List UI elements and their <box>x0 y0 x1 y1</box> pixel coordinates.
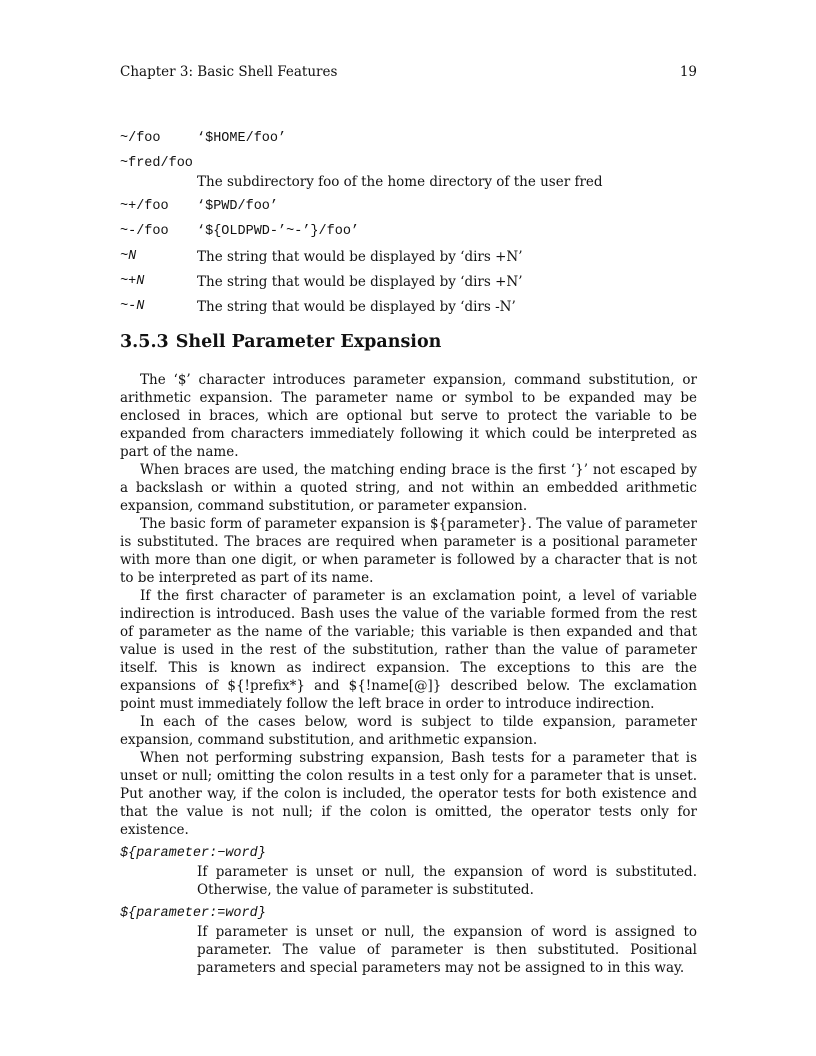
expansion-definitions <box>120 845 697 977</box>
chapter-title: Chapter 3: Basic Shell Features <box>120 64 338 80</box>
tilde-term: ~+/foo <box>120 199 169 214</box>
expansion-term: ${parameter:−word} <box>120 846 266 861</box>
paragraph: When braces are used, the matching ending brace is the first ‘}’ not escaped by a backslash or within a quoted string, and not within an embedded arithmetic expansion, command substitution, or parameter expansion. <box>120 462 697 514</box>
paragraph: If the first character of parameter is an exclamation point, a level of variable indirection is introduced. Bash uses the value of the variable formed from the rest of parameter as the name of the variable; this variable is then expanded and that value is used in the rest of the substitution, rather than the value of parameter itself. This is known as indirect expansion. The exceptions to this are the expansions of ${!prefix*} and ${!name[@]} described below. The exclamation point must immediately follow the left brace in order to introduce indirection. <box>120 588 697 712</box>
section-number: 3.5.3 <box>120 332 169 352</box>
expansion-term: ${parameter:=word} <box>120 906 266 921</box>
tilde-term: ~fred/foo <box>120 156 193 171</box>
tilde-example-row <box>120 198 697 216</box>
paragraph: In each of the cases below, word is subject to tilde expansion, parameter expansion, command substitution, and arithmetic expansion. <box>120 714 697 748</box>
section-body <box>120 371 697 839</box>
running-header <box>120 64 697 80</box>
tilde-desc: The string that would be displayed by ‘dirs +N’ <box>197 274 523 290</box>
tilde-example-row <box>120 223 697 241</box>
tilde-example-row <box>120 298 697 316</box>
section-title: Shell Parameter Expansion <box>175 332 442 352</box>
tilde-desc: The subdirectory foo of the home directory of the user fred <box>197 174 603 190</box>
tilde-desc: The string that would be displayed by ‘dirs -N’ <box>197 299 516 315</box>
page-content <box>120 64 697 983</box>
paragraph: The ‘$’ character introduces parameter expansion, command substitution, or arithmetic expansion. The parameter name or symbol to be expanded may be enclosed in braces, which are optional but serve to protect the variable to be expanded from characters immediately following it which could be interpreted as part of the name. <box>120 372 697 460</box>
section-heading <box>120 331 697 353</box>
tilde-example-row <box>120 130 697 148</box>
paragraph: The basic form of parameter expansion is ${parameter}. The value of parameter is substituted. The braces are required when parameter is a positional parameter with more than one digit, or when parameter is followed by a character that is not to be interpreted as part of its name. <box>120 516 697 586</box>
tilde-desc: ‘$HOME/foo’ <box>197 131 287 146</box>
expansion-item <box>120 905 697 977</box>
tilde-desc: ‘$PWD/foo’ <box>197 199 279 214</box>
tilde-desc: ‘${OLDPWD-’~-’}/foo’ <box>197 224 360 239</box>
expansion-item <box>120 845 697 899</box>
paragraph: When not performing substring expansion, Bash tests for a parameter that is unset or null; omitting the colon results in a test only for a parameter that is unset. Put another way, if the colon is included, the operator tests for both existence and that the value is not null; if the colon is omitted, the operator tests only for existence. <box>120 750 697 838</box>
tilde-term: ~/foo <box>120 131 161 146</box>
tilde-example-row <box>120 273 697 291</box>
page-number: 19 <box>679 64 697 80</box>
tilde-term: ~-N <box>120 299 145 314</box>
expansion-desc: If parameter is unset or null, the expansion of word is substituted. Otherwise, the value of parameter is substituted. <box>197 864 697 898</box>
tilde-term: ~N <box>120 249 137 264</box>
tilde-term: ~+N <box>120 274 145 289</box>
tilde-term: ~-/foo <box>120 224 169 239</box>
tilde-example-row <box>120 248 697 266</box>
tilde-desc: The string that would be displayed by ‘dirs +N’ <box>197 249 523 265</box>
expansion-desc: If parameter is unset or null, the expansion of word is assigned to parameter. The value of parameter is then substituted. Positional parameters and special parameters may not be assigned to in this way. <box>197 924 697 976</box>
tilde-examples-table <box>120 130 697 316</box>
tilde-example-row <box>120 155 697 191</box>
